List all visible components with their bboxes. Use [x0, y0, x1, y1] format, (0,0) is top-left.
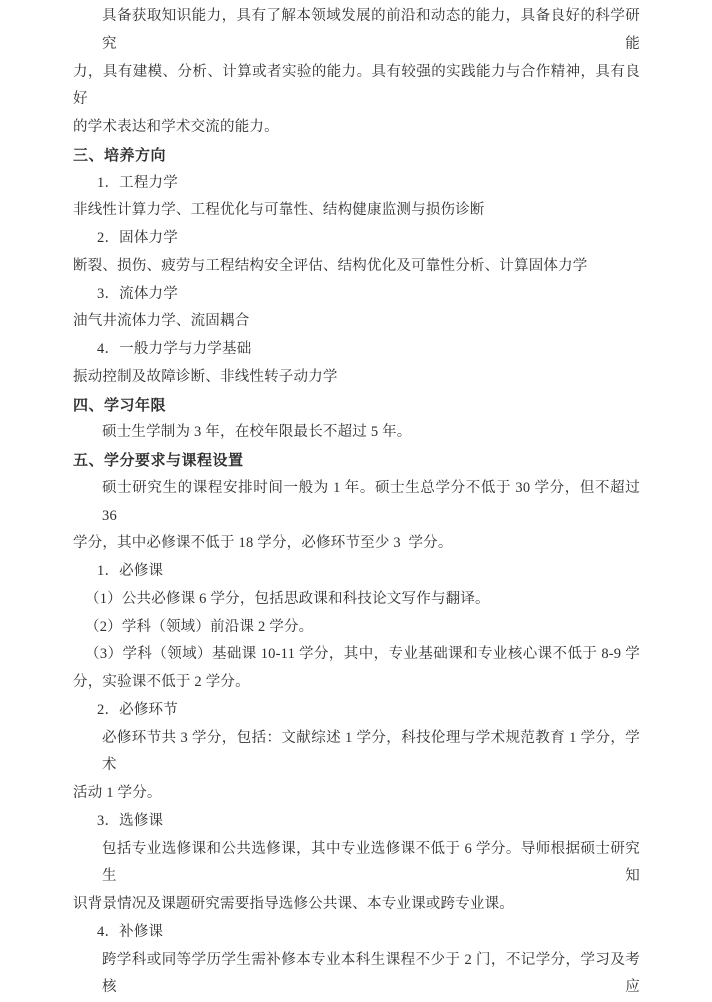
sub-item-line: （1）公共必修课 6 学分，包括思政课和科技论文写作与翻译。 [73, 586, 640, 614]
paragraph-line: 振动控制及故障诊断、非线性转子动力学 [73, 364, 640, 392]
paragraph-line: 非线性计算力学、工程优化与可靠性、结构健康监测与损伤诊断 [73, 197, 640, 225]
paragraph-line: 硕士生学制为 3 年，在校年限最长不超过 5 年。 [73, 419, 640, 447]
paragraph-line: 断裂、损伤、疲劳与工程结构安全评估、结构优化及可靠性分析、计算固体力学 [73, 253, 640, 281]
list-item-line: 1．必修课 [73, 558, 640, 586]
sub-item-line: （3）学科（领域）基础课 10-11 学分，其中，专业基础课和专业核心课不低于 8-9 学 [73, 641, 640, 669]
paragraph-line: 分，实验课不低于 2 学分。 [73, 669, 640, 697]
list-item-line: 2．必修环节 [73, 697, 640, 725]
sub-item-line: （2）学科（领域）前沿课 2 学分。 [73, 614, 640, 642]
paragraph-line: 学分，其中必修课不低于 18 学分，必修环节至少 3 学分。 [73, 530, 640, 558]
section-heading-3: 三、培养方向 [73, 142, 640, 170]
paragraph-line: 活动 1 学分。 [73, 780, 640, 808]
section-heading-4: 四、学习年限 [73, 392, 640, 420]
list-item-line: 4．一般力学与力学基础 [73, 336, 640, 364]
paragraph-line: 力，具有建模、分析、计算或者实验的能力。具有较强的实践能力与合作精神，具有良好 [73, 59, 640, 115]
section-heading-5: 五、学分要求与课程设置 [73, 447, 640, 475]
paragraph-line: 包括专业选修课和公共选修课，其中专业选修课不低于 6 学分。导师根据硕士研究生知 [73, 836, 640, 892]
document-body [73, 3, 640, 1002]
paragraph-line: 硕士研究生的课程安排时间一般为 1 年。硕士生总学分不低于 30 学分，但不超过 36 [73, 475, 640, 531]
list-item-line: 1．工程力学 [73, 170, 640, 198]
paragraph-line: 具备获取知识能力，具有了解本领域发展的前沿和动态的能力，具备良好的科学研究能 [73, 3, 640, 59]
list-item-line: 3．选修课 [73, 808, 640, 836]
list-item-line: 2．固体力学 [73, 225, 640, 253]
paragraph-line: 必修环节共 3 学分，包括：文献综述 1 学分，科技伦理与学术规范教育 1 学分，学术 [73, 725, 640, 781]
paragraph-line: 识背景情况及课题研究需要指导选修公共课、本专业课或跨专业课。 [73, 891, 640, 919]
paragraph-line: 油气井流体力学、流固耦合 [73, 308, 640, 336]
list-item-line: 4．补修课 [73, 919, 640, 947]
paragraph-line: 的学术表达和学术交流的能力。 [73, 114, 640, 142]
paragraph-line: 跨学科或同等学历学生需补修本专业本科生课程不少于 2 门，不记学分，学习及考核应 [73, 947, 640, 1002]
list-item-line: 3．流体力学 [73, 281, 640, 309]
